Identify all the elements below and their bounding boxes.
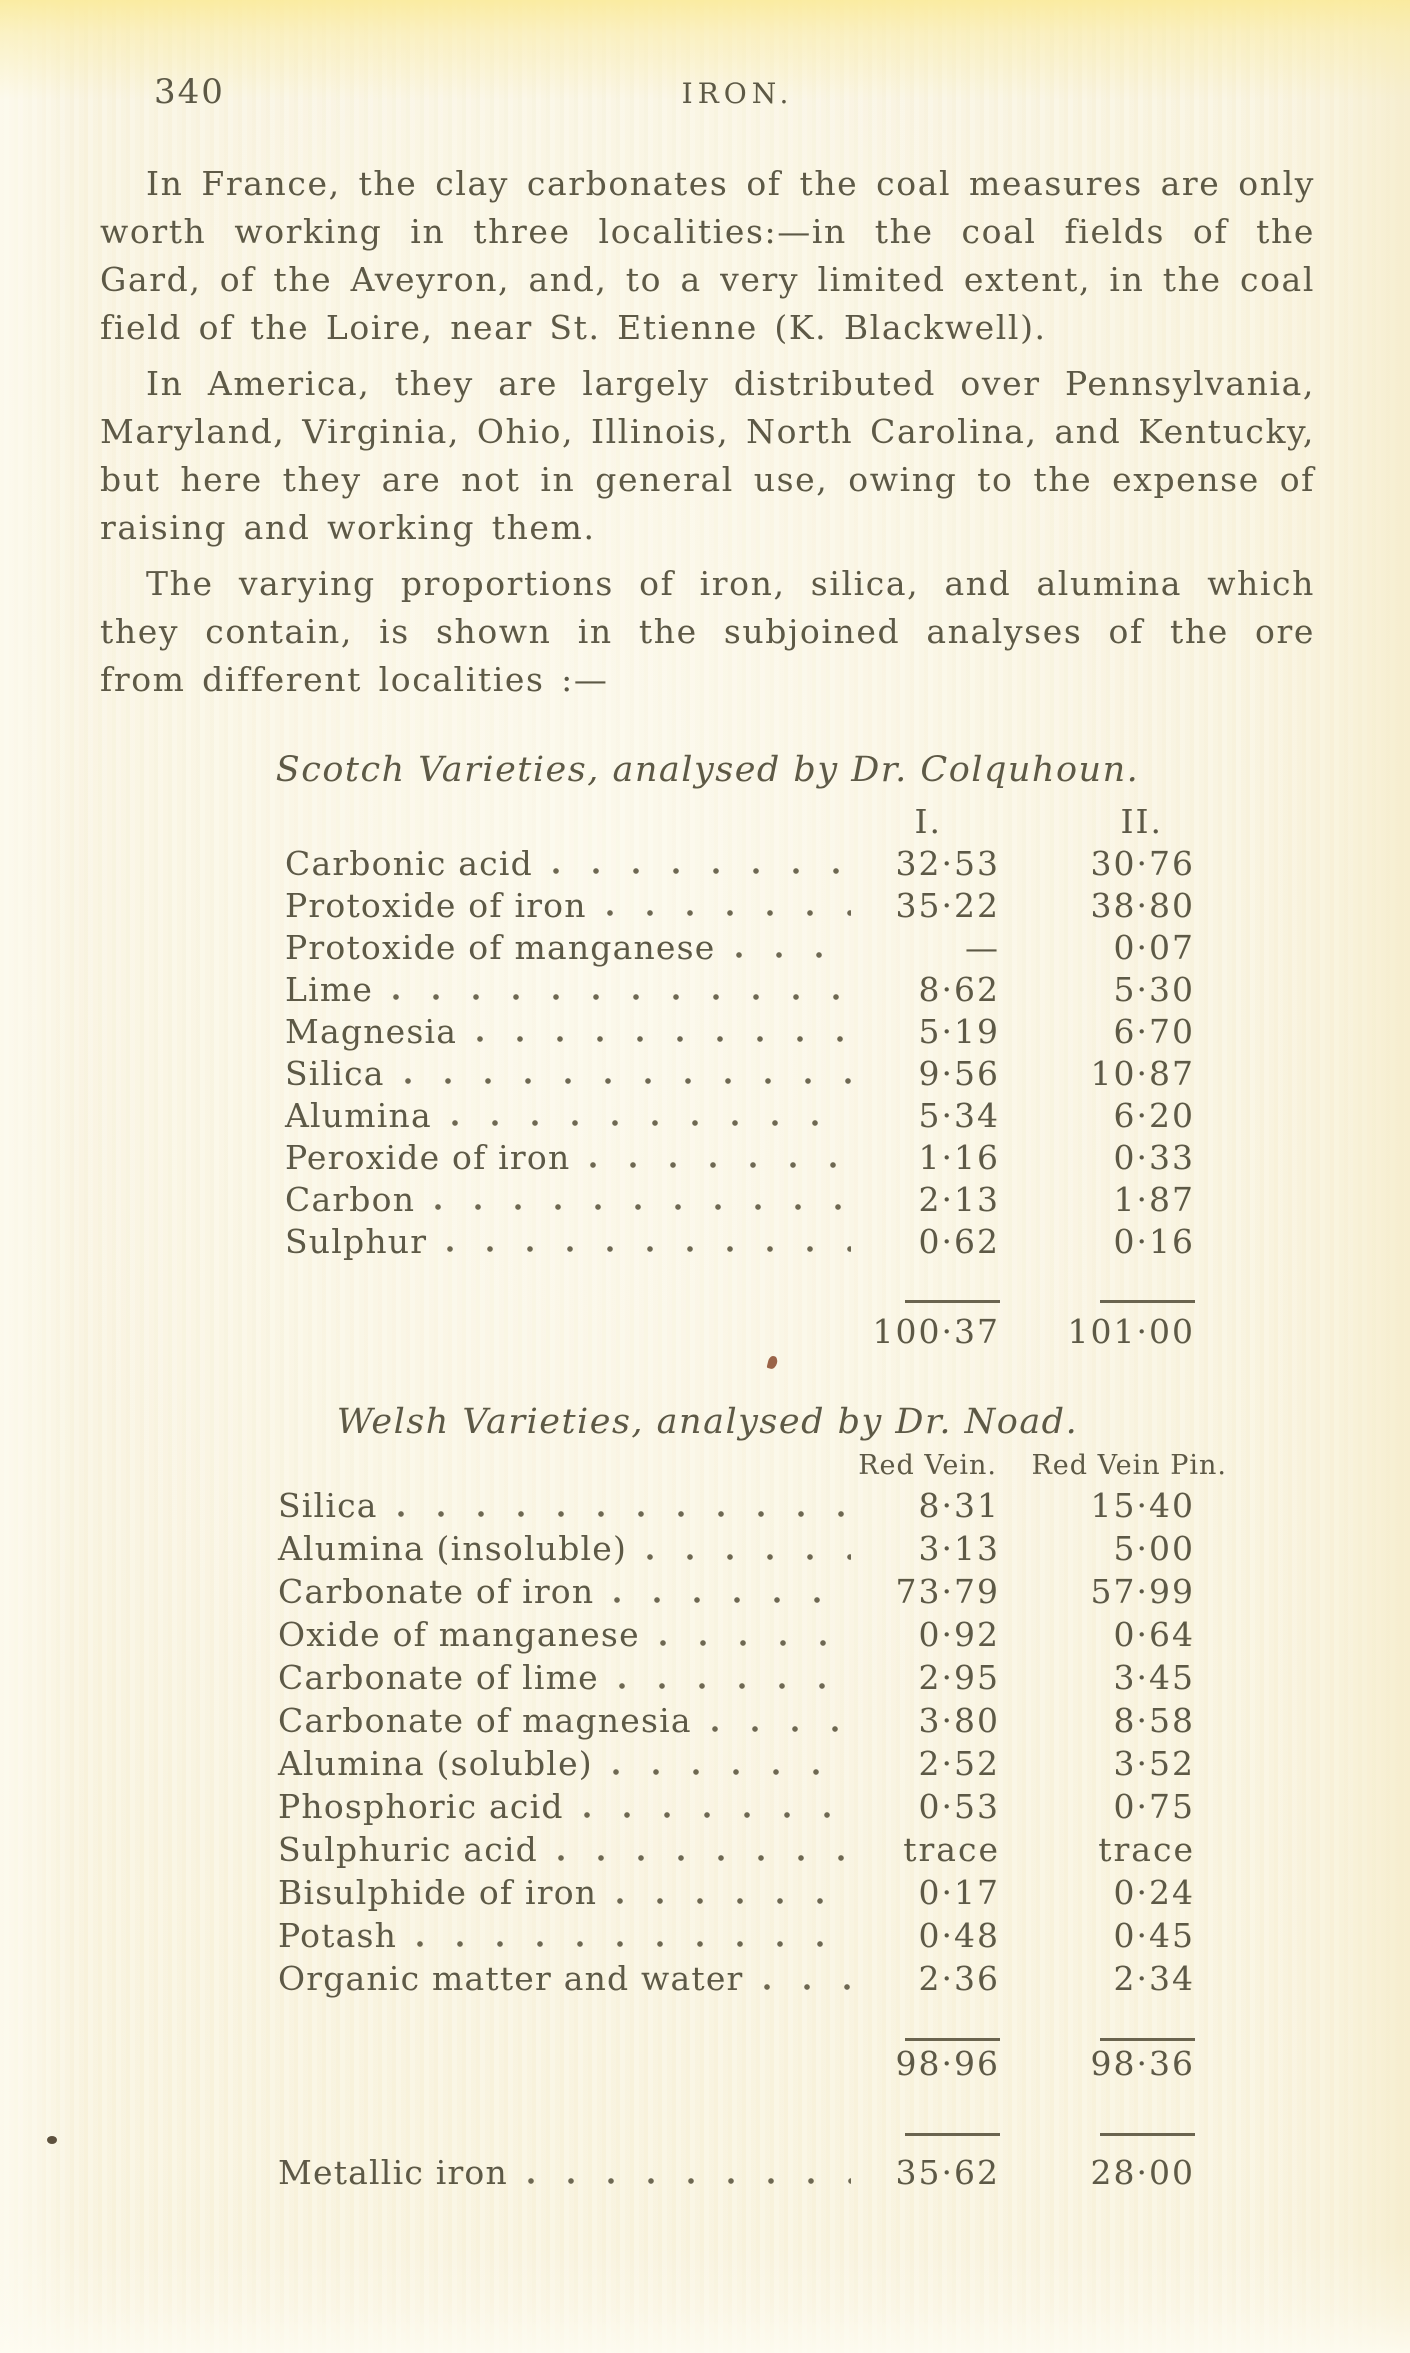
value-col-1: 32·53 — [895, 844, 1000, 883]
table-row — [285, 1012, 1195, 1054]
row-label: Silica — [285, 1054, 385, 1093]
sum-rule-col-1 — [865, 2121, 1000, 2140]
column-header-row — [285, 802, 1195, 844]
page-number: 340 — [154, 72, 225, 112]
table-row — [278, 1916, 1195, 1959]
value-col-1: 0·48 — [918, 1916, 1000, 1955]
dot-leader — [524, 2176, 851, 2186]
book-page — [100, 72, 1315, 2196]
value-col-2: 3·45 — [1113, 1658, 1195, 1697]
sum-rule-col-2 — [1000, 2026, 1195, 2045]
value-col-1: 2·95 — [918, 1658, 1000, 1697]
dot-leader — [554, 1853, 851, 1863]
value-col-1: trace — [903, 1830, 1000, 1869]
value-col-1: 5·34 — [918, 1096, 1000, 1135]
running-head — [100, 72, 1315, 114]
row-label: Bisulphide of iron — [278, 1873, 598, 1912]
table-row — [278, 1744, 1195, 1787]
table-row — [278, 1529, 1195, 1572]
sum-rule-col-2 — [1000, 1288, 1195, 1307]
value-col-1: 1·16 — [918, 1138, 1000, 1177]
row-label: Magnesia — [285, 1012, 458, 1051]
value-col-2: 0·07 — [1113, 928, 1195, 967]
value-col-2: 15·40 — [1090, 1486, 1195, 1525]
column-header-2: II. — [1120, 802, 1163, 841]
table-row — [285, 1054, 1195, 1096]
dot-leader — [586, 1160, 851, 1170]
dot-leader — [431, 1202, 851, 1212]
value-col-2: 0·33 — [1113, 1138, 1195, 1177]
value-col-2: 0·16 — [1113, 1222, 1195, 1261]
dot-leader — [603, 908, 851, 918]
row-label: Potash — [278, 1916, 398, 1955]
dot-leader — [613, 1896, 851, 1906]
dot-leader — [708, 1724, 851, 1734]
value-col-1: 0·53 — [918, 1787, 1000, 1826]
value-col-1: 2·36 — [918, 1959, 1000, 1998]
value-col-1: 9·56 — [918, 1054, 1000, 1093]
value-col-1: 2·52 — [918, 1744, 1000, 1783]
value-col-2: 5·30 — [1113, 970, 1195, 1009]
row-label: Organic matter and water — [278, 1959, 744, 1998]
value-col-1: 0·92 — [918, 1615, 1000, 1654]
value-col-2: 6·20 — [1113, 1096, 1195, 1135]
table-row — [285, 886, 1195, 928]
dot-leader — [549, 866, 851, 876]
table-row — [278, 1787, 1195, 1830]
totals-row — [278, 2044, 1195, 2087]
row-label: Carbon — [285, 1180, 416, 1219]
dot-leader — [656, 1638, 851, 1648]
body-paragraph-1: In France, the clay carbonates of the coal measures are only worth working in three localities:—in the coal fields of the Gard, of the Aveyron, and, to a very limited extent, in the coal field of the Loire, near St. Etienne (K. Blackwell). — [100, 164, 1315, 347]
value-col-2: 6·70 — [1113, 1012, 1195, 1051]
sum-rule-row — [278, 2026, 1195, 2030]
row-label: Alumina (insoluble) — [278, 1529, 628, 1568]
table-row — [285, 1180, 1195, 1222]
row-label: Alumina — [285, 1096, 432, 1135]
dot-leader — [394, 1509, 851, 1519]
sum-rule-col-1 — [865, 2026, 1000, 2045]
value-col-1: 2·13 — [918, 1180, 1000, 1219]
table-row — [285, 1222, 1195, 1264]
table-row — [285, 1138, 1195, 1180]
value-col-2: 57·99 — [1090, 1572, 1195, 1611]
table-rows — [278, 1486, 1195, 2002]
table-row — [285, 1096, 1195, 1138]
value-col-2: 0·75 — [1113, 1787, 1195, 1826]
metallic-iron-row — [278, 2153, 1195, 2196]
sum-rule-row-2 — [278, 2121, 1195, 2125]
value-col-2: 3·52 — [1113, 1744, 1195, 1783]
value-col-2: trace — [1098, 1830, 1195, 1869]
value-col-2: 38·80 — [1090, 886, 1195, 925]
column-header-1: Red Vein. — [858, 1450, 997, 1481]
table-row — [285, 928, 1195, 970]
value-col-1: 0·62 — [918, 1222, 1000, 1261]
row-label: Lime — [285, 970, 374, 1009]
row-label: Metallic iron — [278, 2153, 508, 2192]
table-row — [278, 1658, 1195, 1701]
running-title: IRON. — [681, 77, 794, 110]
table-row — [278, 1486, 1195, 1529]
table-row — [278, 1701, 1195, 1744]
table-row — [278, 1959, 1195, 2002]
dot-leader — [413, 1939, 851, 1949]
value-col-1: 0·17 — [918, 1873, 1000, 1912]
table-row — [278, 1830, 1195, 1873]
table-row — [278, 1572, 1195, 1615]
table-body — [100, 1450, 1227, 2196]
body-paragraph-2: In America, they are largely distributed over Pennsylvania, Maryland, Virginia, Ohio, Illinois, North Carolina, and Kentucky, but here they are not in general use, owing to the expense of raising and working them. — [100, 364, 1315, 547]
value-col-1: 3·80 — [918, 1701, 1000, 1740]
dot-leader — [389, 992, 851, 1002]
table-body — [100, 802, 1195, 1354]
dot-leader — [473, 1034, 851, 1044]
value-col-2: 30·76 — [1090, 844, 1195, 883]
total-col-1: 98·96 — [895, 2044, 1000, 2083]
value-col-1: 8·31 — [918, 1486, 1000, 1525]
total-col-2: 101·00 — [1067, 1312, 1195, 1351]
value-col-2: 0·45 — [1113, 1916, 1195, 1955]
dot-leader — [610, 1595, 851, 1605]
row-label: Carbonate of iron — [278, 1572, 595, 1611]
sum-rule-row — [285, 1288, 1195, 1292]
row-label: Oxide of manganese — [278, 1615, 640, 1654]
value-col-2: 5·00 — [1113, 1529, 1195, 1568]
scotch-varieties-table — [100, 748, 1315, 1354]
dot-leader — [443, 1244, 851, 1254]
value-col-1: — — [965, 928, 1000, 967]
value-col-1: 73·79 — [895, 1572, 1000, 1611]
value-col-1: 35·62 — [895, 2153, 1000, 2192]
value-col-1: 35·22 — [895, 886, 1000, 925]
row-label: Carbonate of lime — [278, 1658, 599, 1697]
column-header-2: Red Vein Pin. — [1031, 1450, 1227, 1481]
dot-leader — [448, 1118, 851, 1128]
value-col-2: 2·34 — [1113, 1959, 1195, 1998]
column-header-row — [278, 1450, 1227, 1486]
total-col-1: 100·37 — [872, 1312, 1000, 1351]
value-col-2: 0·24 — [1113, 1873, 1195, 1912]
row-label: Phosphoric acid — [278, 1787, 564, 1826]
value-col-2: 1·87 — [1113, 1180, 1195, 1219]
value-col-2: 8·58 — [1113, 1701, 1195, 1740]
body-paragraph-3: The varying proportions of iron, silica, and alumina which they contain, is shown in the subjoined analyses of the ore from different localities :— — [100, 564, 1315, 699]
row-label: Sulphuric acid — [278, 1830, 538, 1869]
sum-rule-col-1 — [865, 1288, 1000, 1307]
row-label: Alumina (soluble) — [278, 1744, 593, 1783]
value-col-2: 10·87 — [1090, 1054, 1195, 1093]
table-title: Welsh Varieties, analysed by Dr. Noad. — [336, 1402, 1079, 1442]
row-label: Sulphur — [285, 1222, 428, 1261]
row-label: Protoxide of manganese — [285, 928, 716, 967]
row-label: Peroxide of iron — [285, 1138, 571, 1177]
table-rows — [285, 844, 1195, 1264]
dot-leader — [401, 1076, 851, 1086]
row-label: Carbonate of magnesia — [278, 1701, 692, 1740]
ink-fleck-dot — [47, 2136, 57, 2144]
column-header-1: I. — [914, 802, 942, 841]
value-col-1: 3·13 — [918, 1529, 1000, 1568]
row-label: Silica — [278, 1486, 378, 1525]
value-col-2: 28·00 — [1090, 2153, 1195, 2192]
totals-row — [285, 1312, 1195, 1354]
table-row — [278, 1615, 1195, 1658]
total-col-2: 98·36 — [1090, 2044, 1195, 2083]
table-row — [285, 844, 1195, 886]
dot-leader — [732, 950, 851, 960]
value-col-1: 8·62 — [918, 970, 1000, 1009]
dot-leader — [760, 1982, 851, 1992]
table-row — [285, 970, 1195, 1012]
row-label: Carbonic acid — [285, 844, 533, 883]
dot-leader — [643, 1552, 851, 1562]
table-row — [278, 1873, 1195, 1916]
welsh-varieties-table — [100, 1400, 1315, 2196]
table-title: Scotch Varieties, analysed by Dr. Colquhoun. — [275, 750, 1140, 790]
row-label: Protoxide of iron — [285, 886, 587, 925]
value-col-2: 0·64 — [1113, 1615, 1195, 1654]
value-col-1: 5·19 — [918, 1012, 1000, 1051]
sum-rule-col-2 — [1000, 2121, 1195, 2140]
dot-leader — [609, 1767, 851, 1777]
dot-leader — [580, 1810, 851, 1820]
dot-leader — [615, 1681, 851, 1691]
